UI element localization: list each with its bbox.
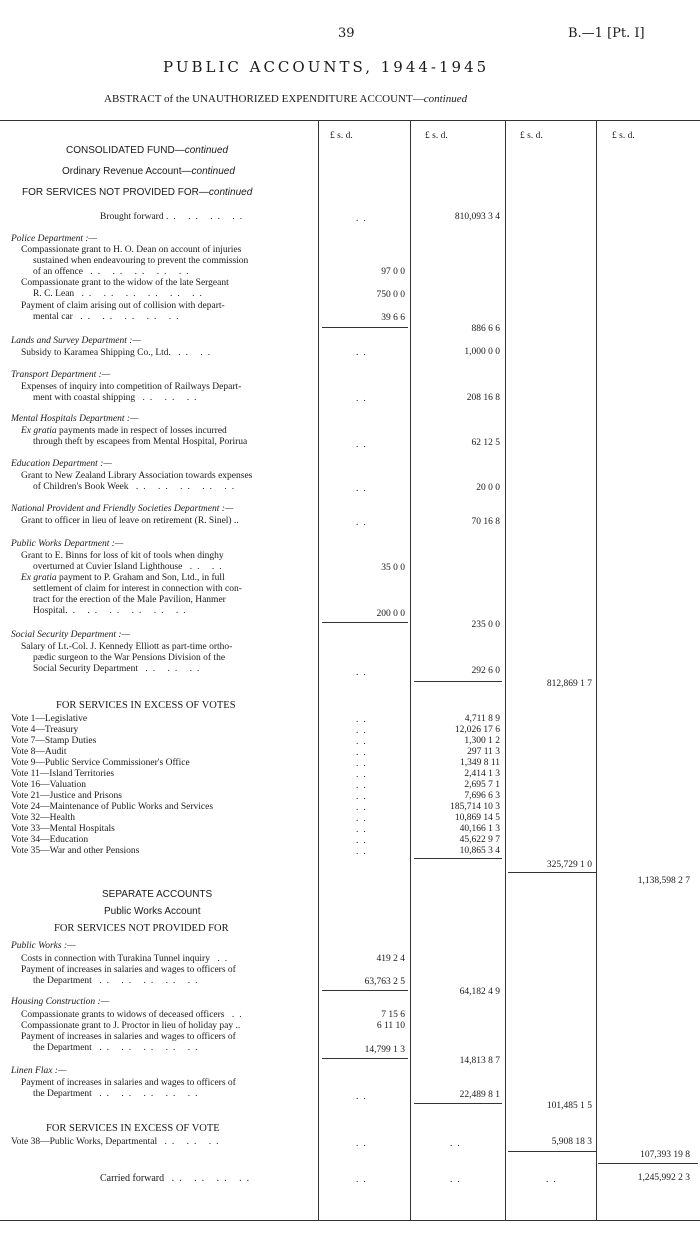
vote-label: Vote 16—Valuation (11, 780, 87, 790)
leader-dots: .. (356, 348, 371, 358)
education-heading: Education Department :— (11, 459, 112, 469)
police-item-2b: R. C. Lean .. .. .. .. .. .. (33, 289, 207, 299)
mental-item-1a: Ex gratia payments made in respect of losses incurred (21, 426, 227, 436)
bottom-rule (0, 1220, 700, 1221)
col-divider-4 (596, 120, 597, 1220)
leader-dots: .. (356, 214, 371, 224)
col-divider-1 (318, 120, 319, 1220)
lands-amount: 1,000 0 0 (464, 347, 500, 357)
transport-item-1b: ment with coastal shipping .. .. .. (33, 393, 202, 403)
spw-item-2-amount: 63,763 2 5 (364, 977, 405, 987)
separate-subtotal: 101,485 1 5 (546, 1101, 592, 1111)
education-item-1a: Grant to New Zealand Library Association towards expenses (21, 471, 253, 481)
excess-vote-heading: FOR SERVICES IN EXCESS OF VOTE (46, 1123, 220, 1134)
separate-rule (414, 1103, 502, 1104)
linen-item-1b: the Department .. .. .. .. .. (33, 1089, 203, 1099)
col-divider-2 (410, 120, 411, 1220)
education-amount: 20 0 0 (476, 483, 500, 493)
vote-label: Vote 9—Public Service Commissioner's Office (11, 758, 190, 768)
grand-rule (508, 872, 596, 873)
housing-item-1-amount: 7 15 6 (381, 1010, 405, 1020)
heading-separate-accounts: SEPARATE ACCOUNTS (102, 889, 213, 900)
leader-dots: .. (356, 759, 371, 769)
excess-rule (414, 858, 502, 859)
police-item-1c: of an offence .. .. .. .. .. (33, 267, 194, 277)
col-head-3: £ s. d. (520, 131, 543, 141)
vote-label: Vote 8—Audit (11, 747, 67, 757)
vote-amount: 12,026 17 6 (454, 725, 500, 735)
housing-rule (322, 1058, 408, 1059)
pw-item-2b: settlement of claim for interest in connection with con- (33, 584, 242, 594)
vote38-amount: 5,908 18 3 (551, 1137, 592, 1147)
leader-dots: .. (356, 394, 371, 404)
heading-separate-not-provided: FOR SERVICES NOT PROVIDED FOR (54, 923, 229, 934)
police-heading: Police Department :— (11, 234, 98, 244)
vote-amount: 10,869 14 5 (454, 813, 500, 823)
mental-item-1b: through theft by escapees from Mental Hospital, Porirua (33, 437, 248, 447)
vote-label: Vote 24—Maintenance of Public Works and Services (11, 802, 214, 812)
spw-heading: Public Works :— (11, 941, 76, 951)
heading-consolidated-fund: CONSOLIDATED FUND—continued (66, 145, 229, 156)
leader-dots: .. (356, 1175, 371, 1185)
pw-item-1-amount: 35 0 0 (381, 563, 405, 573)
page-subtitle: ABSTRACT of the UNAUTHORIZED EXPENDITURE ACCOUNT—continued (104, 93, 468, 105)
col-divider-3 (505, 120, 506, 1220)
vote-label: Vote 33—Mental Hospitals (11, 824, 115, 834)
leader-dots: .. (356, 770, 371, 780)
vote-amount: 1,349 8 11 (459, 758, 500, 768)
vote-amount: 297 11 3 (467, 747, 500, 757)
brought-forward-label: Brought forward .. .. .. .. (100, 212, 248, 222)
carried-forward-label: Carried forward .. .. .. .. (100, 1173, 255, 1184)
police-item-2-amount: 750 0 0 (376, 290, 405, 300)
spw-item-1: Costs in connection with Turakina Tunnel inquiry .. (21, 954, 233, 964)
leader-dots: .. (356, 715, 371, 725)
mental-amount: 62 12 5 (471, 438, 500, 448)
police-item-1a: Compassionate grant to H. O. Dean on account of injuries (21, 245, 242, 255)
vote-amount: 2,414 1 3 (464, 769, 500, 779)
carried-forward-amount: 1,245,992 2 3 (637, 1173, 690, 1183)
housing-item-1: Compassionate grants to widows of deceased officers .. (21, 1010, 247, 1020)
vote-amount: 45,622 9 7 (459, 835, 500, 845)
pw-item-2-amount: 200 0 0 (376, 609, 405, 619)
housing-item-3a: Payment of increases in salaries and wages to officers of (21, 1032, 236, 1042)
page-title: PUBLIC ACCOUNTS, 1944-1945 (163, 58, 490, 76)
housing-item-2-amount: 6 11 10 (376, 1021, 405, 1031)
police-item-3b: mental car .. .. .. .. .. (33, 312, 184, 322)
pw-heading: Public Works Department :— (11, 539, 124, 549)
vote-amount: 4,711 8 9 (464, 714, 500, 724)
social-item-1a: Salary of Lt.-Col. J. Kennedy Elliott as part-time ortho- (21, 642, 233, 652)
housing-item-3b: the Department .. .. .. .. .. (33, 1043, 203, 1053)
col-head-1: £ s. d. (330, 131, 353, 141)
leader-dots: .. (546, 1175, 561, 1185)
housing-item-3-amount: 14,799 1 3 (364, 1045, 405, 1055)
housing-total: 14,813 8 7 (459, 1056, 500, 1066)
leader-dots: .. (356, 814, 371, 824)
document-reference: B.—1 [Pt. I] (568, 26, 645, 41)
separate-total: 107,393 19 8 (640, 1150, 690, 1160)
police-item-1-amount: 97 0 0 (381, 267, 405, 277)
police-item-3a: Payment of claim arising out of collision with depart- (21, 301, 225, 311)
heading-ordinary-revenue: Ordinary Revenue Account—continued (62, 166, 235, 177)
housing-item-2: Compassionate grant to J. Proctor in lieu of holiday pay .. (21, 1021, 241, 1031)
housing-heading: Housing Construction :— (11, 997, 110, 1007)
vote-label: Vote 11—Island Territories (11, 769, 115, 779)
vote-amount: 2,695 7 1 (464, 780, 500, 790)
leader-dots: .. (356, 726, 371, 736)
pw-item-1b: overturned at Cuvier Island Lighthouse .. .. (33, 562, 227, 572)
police-item-1b: sustained when endeavouring to prevent the commission (33, 256, 249, 266)
vote38-label: Vote 38—Public Works, Departmental .. .. .. (11, 1137, 224, 1147)
vote-label: Vote 1—Legislative (11, 714, 88, 724)
leader-dots: .. (356, 1139, 371, 1149)
social-amount: 292 6 0 (471, 666, 500, 676)
transport-item-1a: Expenses of inquiry into competition of Railways Depart- (21, 382, 242, 392)
leader-dots: .. (450, 1139, 465, 1149)
leader-dots: .. (356, 781, 371, 791)
spw-total: 64,182 4 9 (459, 987, 500, 997)
leader-dots: .. (356, 748, 371, 758)
lands-heading: Lands and Survey Department :— (11, 336, 141, 346)
social-item-1b: pædic surgeon to the War Pensions Division of the (33, 653, 226, 663)
pw-total: 235 0 0 (471, 620, 500, 630)
leader-dots: .. (356, 803, 371, 813)
vote-label: Vote 21—Justice and Prisons (11, 791, 122, 801)
lands-item-1: Subsidy to Karamea Shipping Co., Ltd. .. .. (21, 348, 216, 358)
section1-subtotal: 812,869 1 7 (546, 679, 592, 689)
natprov-heading: National Provident and Friendly Societies Department :— (11, 504, 234, 514)
page-number: 39 (338, 26, 355, 41)
mental-heading: Mental Hospitals Department :— (11, 414, 139, 424)
leader-dots: .. (356, 847, 371, 857)
leader-dots: .. (356, 825, 371, 835)
leader-dots: .. (356, 1092, 371, 1102)
pw-item-2d: Hospital.. .. .. .. .. .. (33, 606, 191, 616)
transport-amount: 208 16 8 (466, 393, 500, 403)
pw-item-1a: Grant to E. Binns for loss of kit of tools when dinghy (21, 551, 224, 561)
col-head-4: £ s. d. (612, 131, 635, 141)
police-total: 886 6 6 (471, 324, 500, 334)
vote-amount: 7,696 6 3 (464, 791, 500, 801)
leader-dots: .. (356, 836, 371, 846)
vote-label: Vote 4—Treasury (11, 725, 79, 735)
leader-dots: .. (356, 518, 371, 528)
brought-forward-amount: 810,093 3 4 (454, 212, 500, 222)
leader-dots: .. (356, 737, 371, 747)
excess-subtotal: 325,729 1 0 (546, 860, 592, 870)
police-subtotal-rule (322, 327, 408, 328)
linen-heading: Linen Flax :— (11, 1066, 67, 1076)
vote-amount: 40,166 1 3 (459, 824, 500, 834)
section1-rule (414, 681, 502, 682)
spw-item-1-amount: 419 2 4 (376, 954, 405, 964)
police-item-3-amount: 39 6 6 (381, 313, 405, 323)
leader-dots: .. (356, 484, 371, 494)
pw-subtotal-rule (322, 622, 408, 623)
vote-amount: 10,865 3 4 (459, 846, 500, 856)
total-rule (598, 1163, 698, 1164)
grand-total: 1,138,598 2 7 (637, 876, 690, 886)
spw-rule (322, 990, 408, 991)
natprov-item-1: Grant to officer in lieu of leave on retirement (R. Sinel) .. (21, 516, 239, 526)
col-head-2: £ s. d. (425, 131, 448, 141)
heading-services-not-provided: FOR SERVICES NOT PROVIDED FOR—continued (22, 187, 253, 198)
vote-amount: 1,300 1 2 (464, 736, 500, 746)
pw-item-2c: tract for the erection of the Male Pavilion, Hanmer (33, 595, 226, 605)
top-rule (0, 120, 700, 121)
vote-label: Vote 7—Stamp Duties (11, 736, 97, 746)
vote-label: Vote 35—War and other Pensions (11, 846, 140, 856)
leader-dots: .. (356, 440, 371, 450)
vote-amount: 185,714 10 3 (450, 802, 500, 812)
vote-label: Vote 32—Health (11, 813, 75, 823)
heading-public-works-account: Public Works Account (104, 906, 201, 917)
excess-heading: FOR SERVICES IN EXCESS OF VOTES (56, 700, 236, 711)
vote-label: Vote 34—Education (11, 835, 89, 845)
transport-heading: Transport Department :— (11, 370, 111, 380)
education-item-1b: of Children's Book Week .. .. .. .. .. (33, 482, 240, 492)
social-item-1c: Social Security Department .. .. .. (33, 664, 205, 674)
natprov-amount: 70 16 8 (471, 517, 500, 527)
linen-amount: 22,489 8 1 (459, 1090, 500, 1100)
police-item-2a: Compassionate grant to the widow of the late Sergeant (21, 278, 229, 288)
leader-dots: .. (450, 1175, 465, 1185)
leader-dots: .. (356, 792, 371, 802)
spw-item-2b: the Department .. .. .. .. .. (33, 976, 203, 986)
leader-dots: .. (356, 668, 371, 678)
vote38-rule (508, 1151, 596, 1152)
pw-item-2a: Ex gratia payment to P. Graham and Son, Ltd., in full (21, 573, 225, 583)
social-heading: Social Security Department :— (11, 630, 130, 640)
linen-item-1a: Payment of increases in salaries and wages to officers of (21, 1078, 236, 1088)
spw-item-2a: Payment of increases in salaries and wages to officers of (21, 965, 236, 975)
